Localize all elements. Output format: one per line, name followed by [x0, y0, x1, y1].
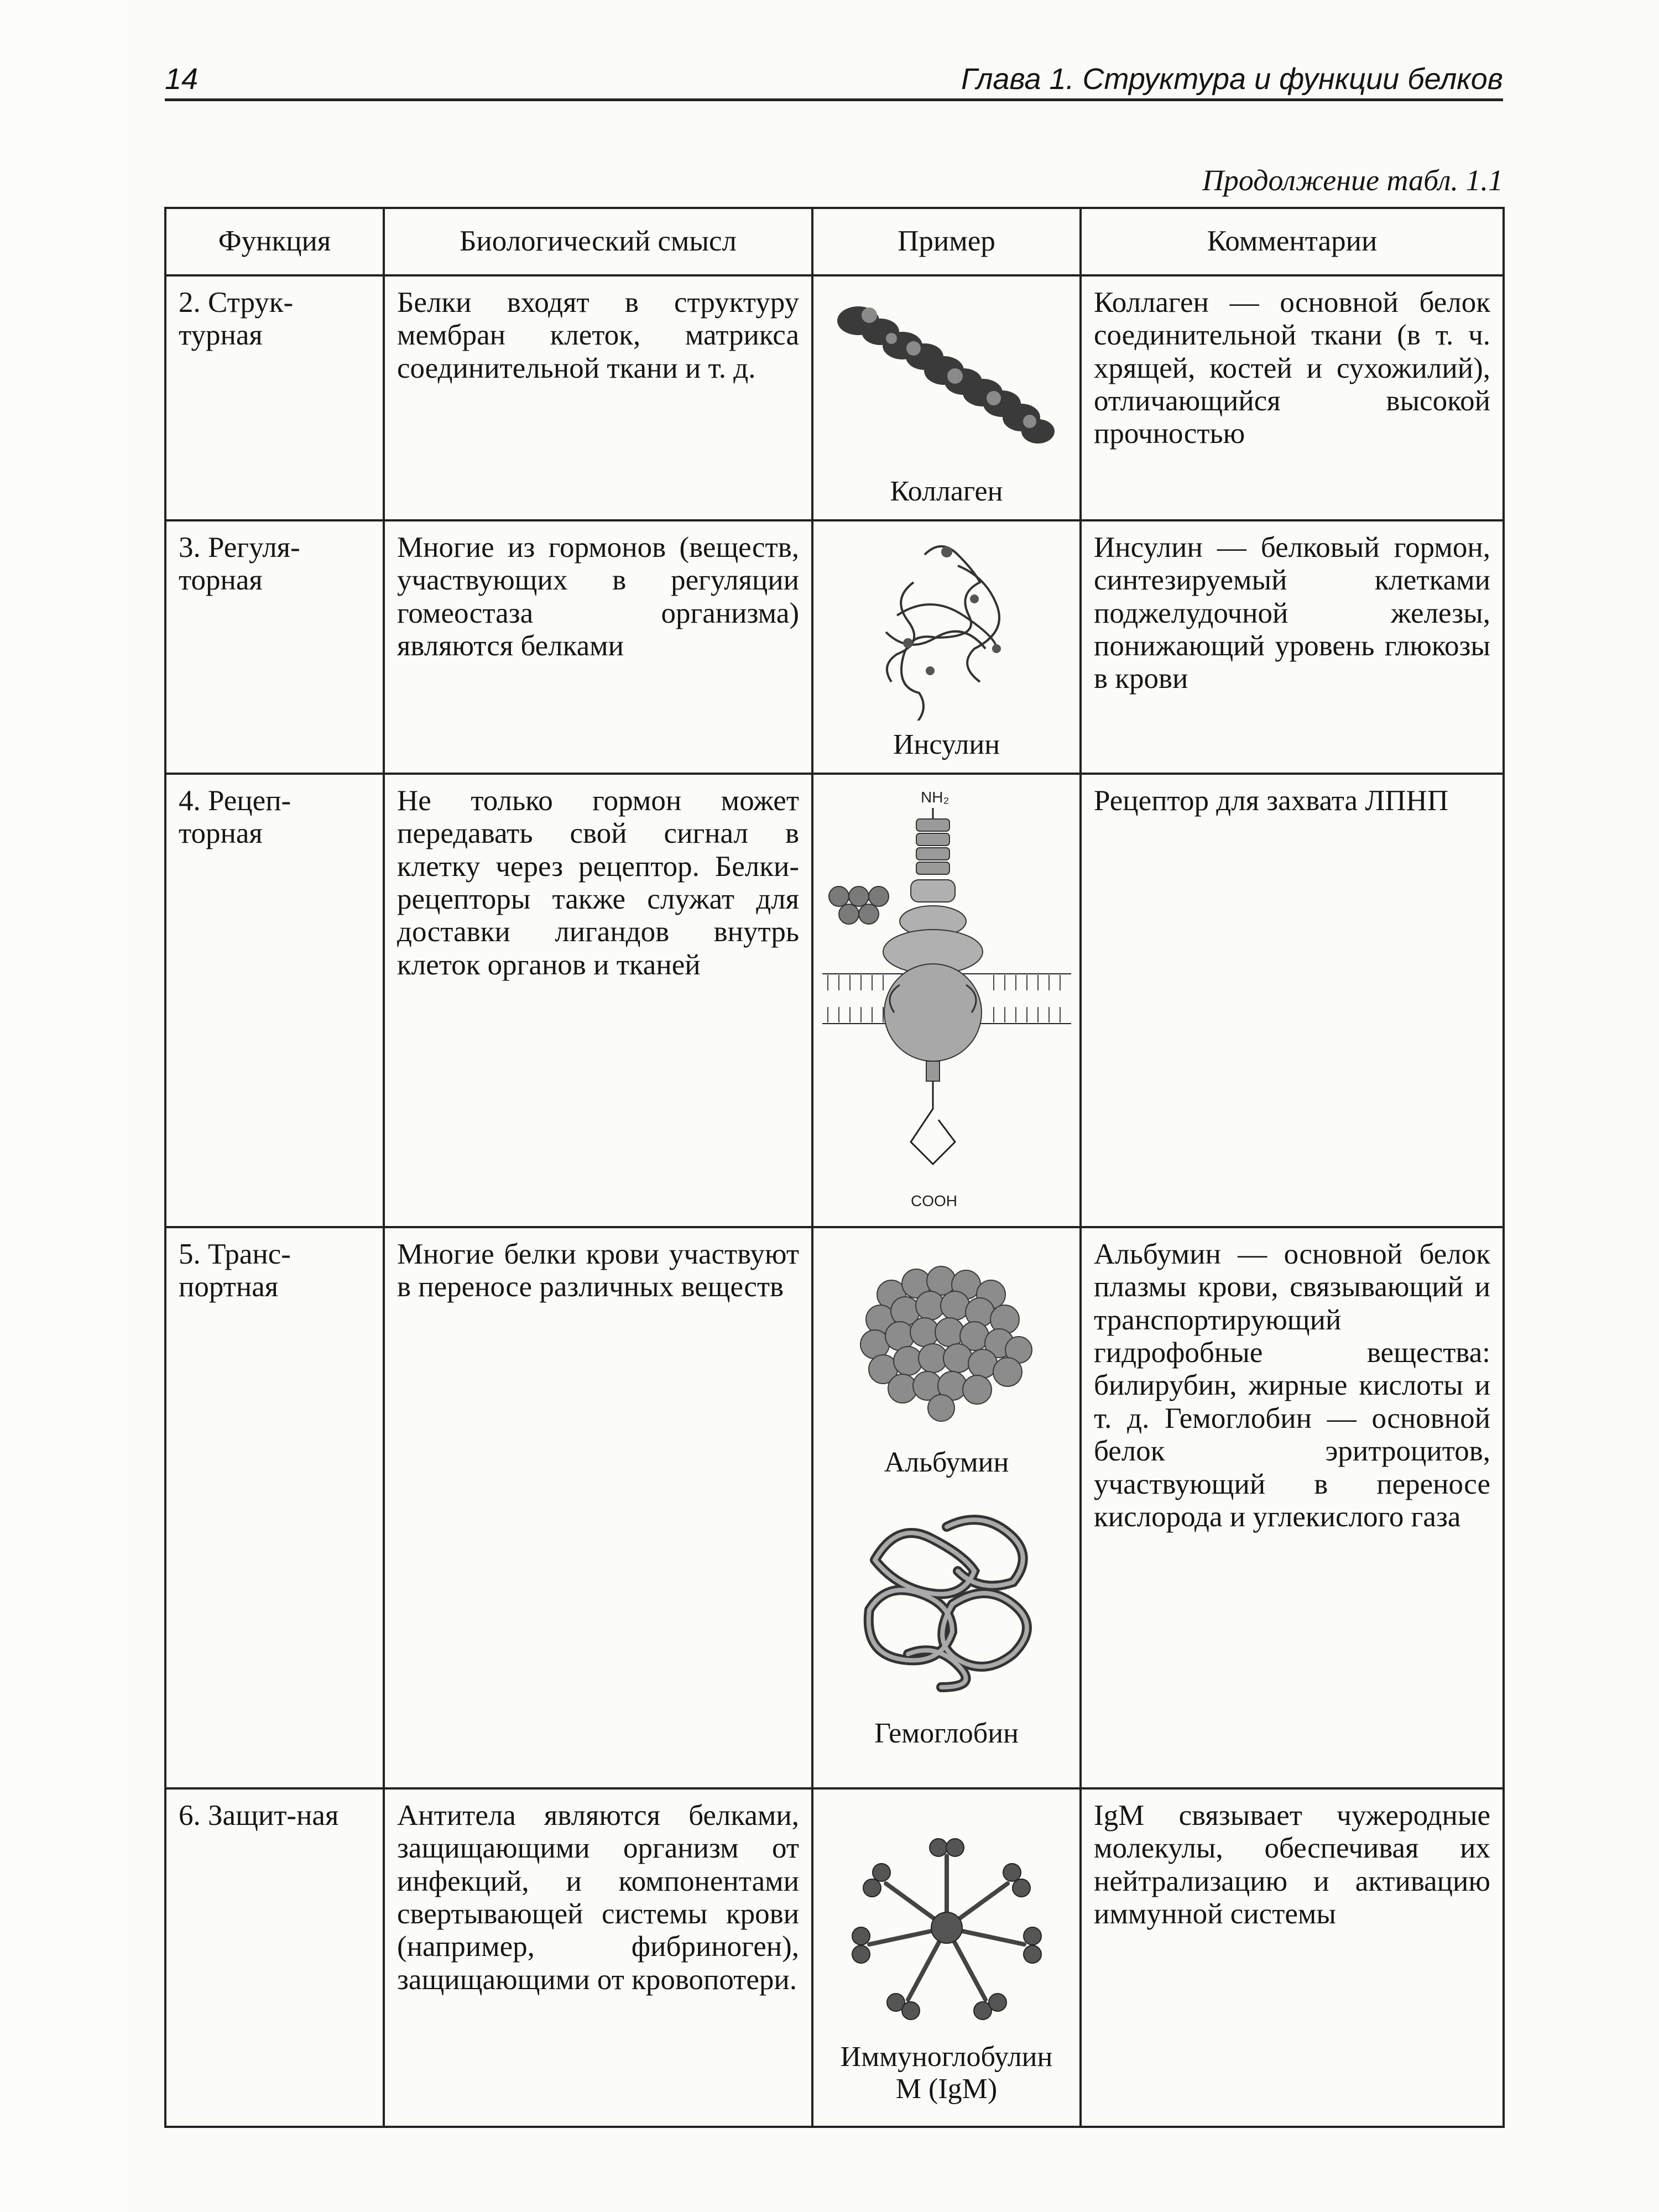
sense-cell: Многие из гормонов (веществ, участвующих в регуляции гомеостаза организма) являются белками	[384, 520, 812, 774]
protein-functions-table	[164, 207, 1505, 2128]
ldl-receptor-diagram	[817, 786, 1077, 1217]
column-header-sense: Биологический смысл	[384, 208, 812, 275]
function-cell: 4. Рецеп-торная	[165, 774, 384, 1227]
example-cell	[812, 275, 1081, 520]
hemoglobin-molecule-image	[836, 1494, 1057, 1698]
collagen-molecule-image	[820, 293, 1074, 465]
running-header	[165, 62, 1503, 101]
comment-cell: Рецептор для захвата ЛПНП	[1081, 774, 1504, 1227]
nh2-label: NH₂	[920, 789, 949, 806]
cooh-label: COOH	[910, 1192, 957, 1209]
header-rule	[165, 98, 1503, 101]
example-label: Инсулин	[893, 729, 1000, 760]
comment-cell: Альбумин — основной белок плазмы крови, связывающий и транспортирующий гидрофобные вещества: билирубин, жирные кислоты и т. д. Гемоглобин — основной белок эритроцитов, участвующий в переносе кислорода и углекислого газа	[1081, 1227, 1504, 1788]
function-cell: 3. Регуля-торная	[165, 520, 384, 774]
example-cell	[812, 1227, 1081, 1788]
sense-cell: Многие белки крови участвуют в переносе различных веществ	[384, 1227, 812, 1788]
table-row	[165, 275, 1504, 520]
example-cell	[812, 774, 1081, 1227]
column-header-function: Функция	[165, 208, 384, 275]
comment-cell: Инсулин — белковый гормон, синтезируемый клетками поджелудочной железы, понижающий уровень глюкозы в крови	[1081, 520, 1504, 774]
albumin-molecule-image	[842, 1250, 1052, 1427]
comment-cell: Коллаген — основной белок соединительной ткани (в т. ч. хрящей, костей и сухожилий), отличающийся высокой прочностью	[1081, 275, 1504, 520]
sense-cell: Не только гормон может передавать свой сигнал в клетку через рецептор. Белки-рецепторы также служат для доставки лигандов внутрь клеток органов и тканей	[384, 774, 812, 1227]
function-cell: 5. Транс-портная	[165, 1227, 384, 1788]
chapter-title: Глава 1. Структура и функции белков	[961, 62, 1503, 96]
example-label: Иммуноглобулин М (IgM)	[840, 2041, 1053, 2105]
example-cell	[812, 1788, 1081, 2127]
page-margin	[0, 0, 122, 2212]
sense-cell: Белки входят в структуру мембран клеток, матрикса соединительной ткани и т. д.	[384, 275, 812, 520]
example-cell	[812, 520, 1081, 774]
column-header-comment: Комментарии	[1081, 208, 1504, 275]
example-label: Альбумин	[884, 1447, 1009, 1478]
comment-cell: IgM связывает чужеродные молекулы, обеспечивая их нейтрализацию и активацию иммунной системы	[1081, 1788, 1504, 2127]
function-cell: 6. Защит-ная	[165, 1788, 384, 2127]
sense-cell: Антитела являются белками, защищающими организм от инфекций, и компонентами свертывающей системы крови (например, фибриноген), защищающими от кровопотери.	[384, 1788, 812, 2127]
table-row	[165, 1788, 1504, 2127]
igm-molecule-image	[836, 1823, 1057, 2033]
table-row	[165, 774, 1504, 1227]
function-cell: 2. Струк-турная	[165, 275, 384, 520]
table-caption: Продолжение табл. 1.1	[1202, 164, 1503, 197]
example-label-2: Гемоглобин	[874, 1718, 1019, 1749]
table-header-row	[165, 208, 1504, 275]
example-label: Коллаген	[890, 476, 1003, 507]
page-number: 14	[165, 62, 199, 96]
insulin-molecule-image	[831, 533, 1063, 721]
table-row	[165, 520, 1504, 774]
table-row	[165, 1227, 1504, 1788]
column-header-example: Пример	[812, 208, 1081, 275]
